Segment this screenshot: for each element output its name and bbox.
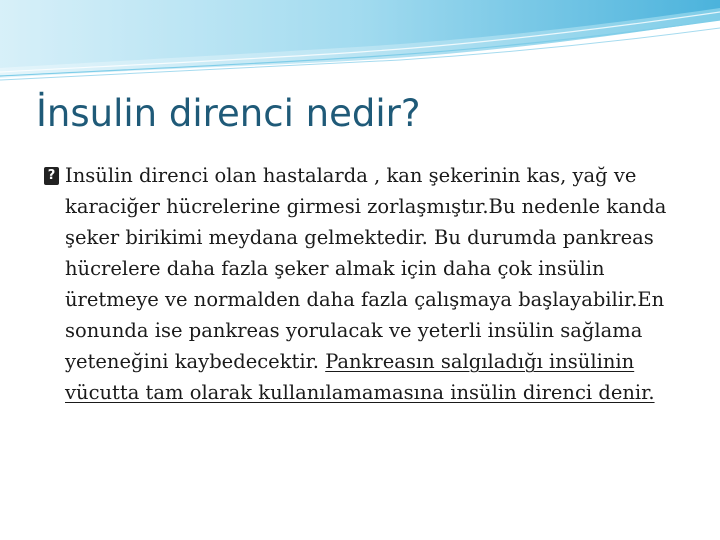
definition-link[interactable]: Pankreasın salgıladığı insülinin vücutta tam olarak kullanılamamasına insülin direnci denir. <box>65 350 655 404</box>
bullet-icon: ? <box>44 167 59 185</box>
slide-title: İnsulin direnci nedir? <box>36 92 421 135</box>
wave-header-decoration <box>0 0 720 90</box>
bullet-paragraph <box>44 160 684 408</box>
slide-body <box>44 160 684 408</box>
body-text: Insülin direnci olan hastalarda , kan şekerinin kas, yağ ve karaciğer hücrelerine girmesi zorlaşmıştır.Bu nedenle kanda şeker birikimi meydana gelmektedir. Bu durumda pankreas hücrelere daha fazla şeker almak için daha çok insülin üretmeye ve normalden daha fazla çalışmaya başlayabilir.En sonunda ise pankreas yorulacak ve yeterli insülin sağlama yeteneğini kaybedecektir. <box>65 164 667 373</box>
